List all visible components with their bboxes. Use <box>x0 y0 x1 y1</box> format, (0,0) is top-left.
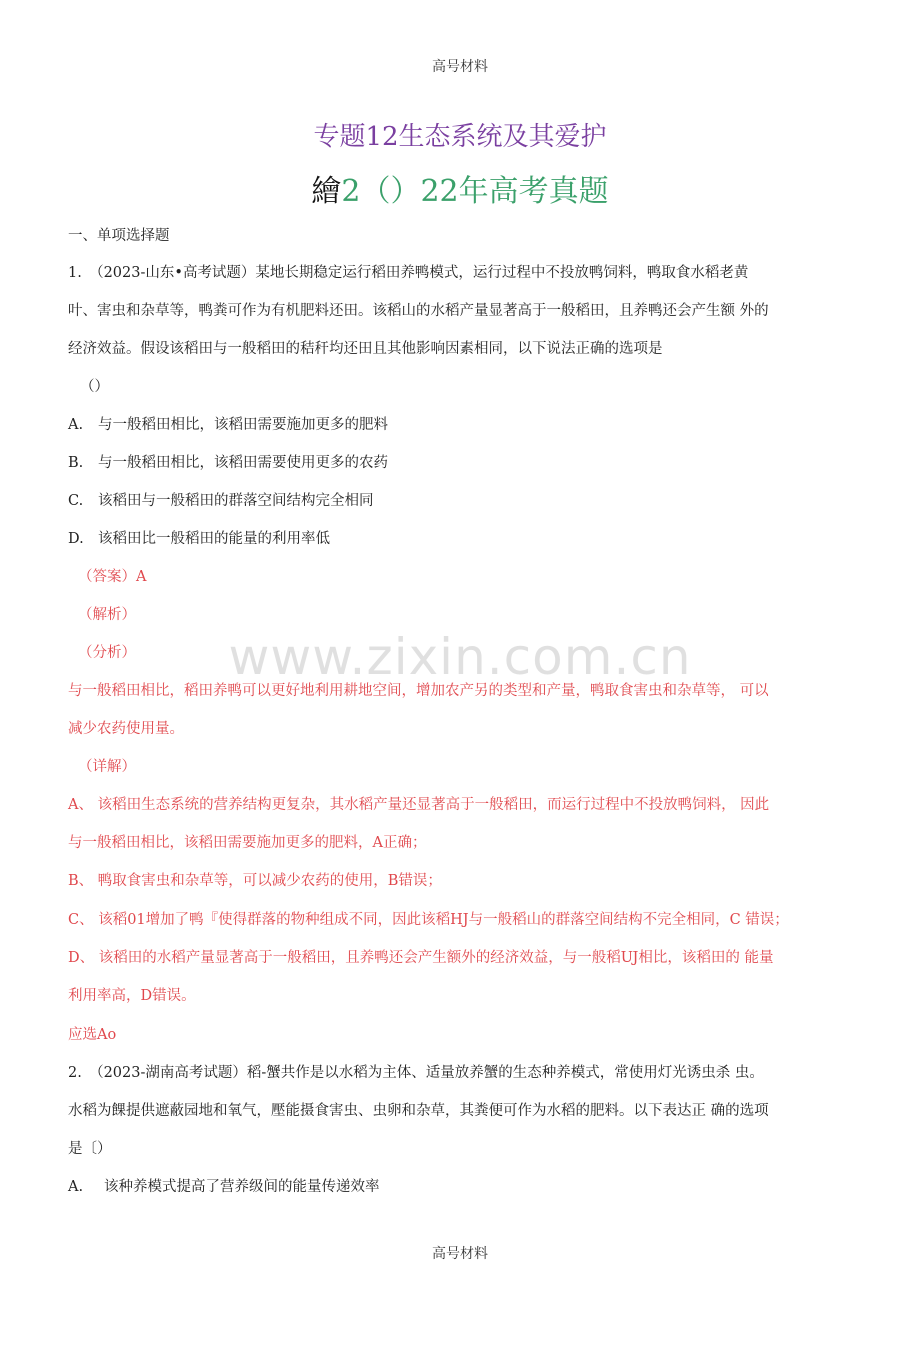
q2-line1: 2. （2023-湖南高考试题）稻-蟹共作是以水稻为主体、适量放养蟹的生态种养模式，常使用灯光诱虫杀 虫。 <box>68 1065 764 1081</box>
option-text: 该稻田与一般稻田的群落空间结构完全相同 <box>98 493 374 509</box>
q1-detail-c: C、 该稻01增加了鸭『使得群落的物种组成不同，因此该稻HJ与一般稻山的群落空间结构不完全相同，C 错误； <box>68 912 789 928</box>
q1-analysis-line2: 减少农药使用量。 <box>68 721 184 737</box>
option-tag: C. <box>68 493 84 509</box>
q2-line3: 是〔） <box>68 1141 112 1157</box>
q1-paren: （） <box>80 379 109 395</box>
q1-answer: （答案）A <box>78 569 147 585</box>
option-text: 该稻田比一般稻田的能量的利用率低 <box>98 531 330 547</box>
q1-analysis-line1: 与一般稻田相比，稻田养鸭可以更好地利用耕地空间，增加农产另的类型和产量，鸭取食害虫和杂草等， 可以 <box>68 683 769 699</box>
q1-option-d <box>68 529 330 549</box>
option-text: 与一般稻田相比，该稻田需要施加更多的肥料 <box>98 417 388 433</box>
q1-jiexi-label: （解析） <box>78 607 136 623</box>
subtitle-rest: 2（）22年高考真题 <box>341 174 609 209</box>
q1-detail-b: B、 鸭取食害虫和杂草等，可以减少农药的使用，B错误； <box>68 873 442 889</box>
q1-detail-d1: D、 该稻田的水稻产量显著高于一般稻田，且养鸭还会产生额外的经济效益，与一般稻UJ相比，该稻田的 能量 <box>68 950 774 966</box>
option-tag: D. <box>68 531 84 547</box>
q2-line2: 水稻为餜提供遮蔽园地和氧气，壓能摄食害虫、虫卵和杂草，其粪便可作为水稻的肥料。以下表达正 确的选项 <box>68 1103 769 1119</box>
q1-line3: 经济效益。假设该稻田与一般稻田的秸秆均还田且其他影响因素相同，以下说法正确的选项是 <box>68 341 663 357</box>
option-text: 该种养模式提高了营养级间的能量传递效率 <box>104 1179 380 1195</box>
watermark: www.zixin.com.cn <box>228 628 692 686</box>
q1-choose: 应选Ao <box>68 1027 117 1043</box>
option-tag: A. <box>68 417 84 433</box>
q1-line2: 叶、害虫和杂草等，鸭粪可作为有机肥料还田。该稻山的水稻产量显著高于一般稻田，且养鸭还会产生额 外的 <box>68 303 769 319</box>
q1-detail-a1: A、 该稻田生态系统的营养结构更复杂，其水稻产量还显著高于一般稻田，而运行过程中不投放鸭饲料， 因此 <box>68 797 770 813</box>
q1-option-a <box>68 415 388 435</box>
q1-detail-a2: 与一般稻田相比，该稻田需要施加更多的肥料，A正确； <box>68 835 427 851</box>
q1-option-c <box>68 491 374 511</box>
q1-fenxi-label: （分析） <box>78 645 136 661</box>
subtitle-prefix: 繪 <box>311 174 342 209</box>
q1-line1: 1. （2023-山东•高考试题）某地长期稳定运行稻田养鸭模式，运行过程中不投放鸭饲料，鸭取食水稻老黄 <box>68 265 749 281</box>
page-header: 高号材料 <box>432 59 488 75</box>
document-subtitle <box>0 166 920 210</box>
option-tag: B. <box>68 455 84 471</box>
q1-option-b <box>68 453 388 473</box>
section-heading: 一、单项选择题 <box>68 228 170 244</box>
q1-xiangjie-label: （详解） <box>78 759 136 775</box>
option-tag: A. <box>68 1179 84 1195</box>
q1-detail-d2: 利用率高，D错误。 <box>68 988 196 1004</box>
q2-option-a <box>68 1177 380 1197</box>
option-text: 与一般稻田相比，该稻田需要使用更多的农药 <box>98 455 388 471</box>
page-footer: 高号材料 <box>432 1246 488 1262</box>
document-title: 专题12生态系统及其爱护 <box>313 122 607 152</box>
